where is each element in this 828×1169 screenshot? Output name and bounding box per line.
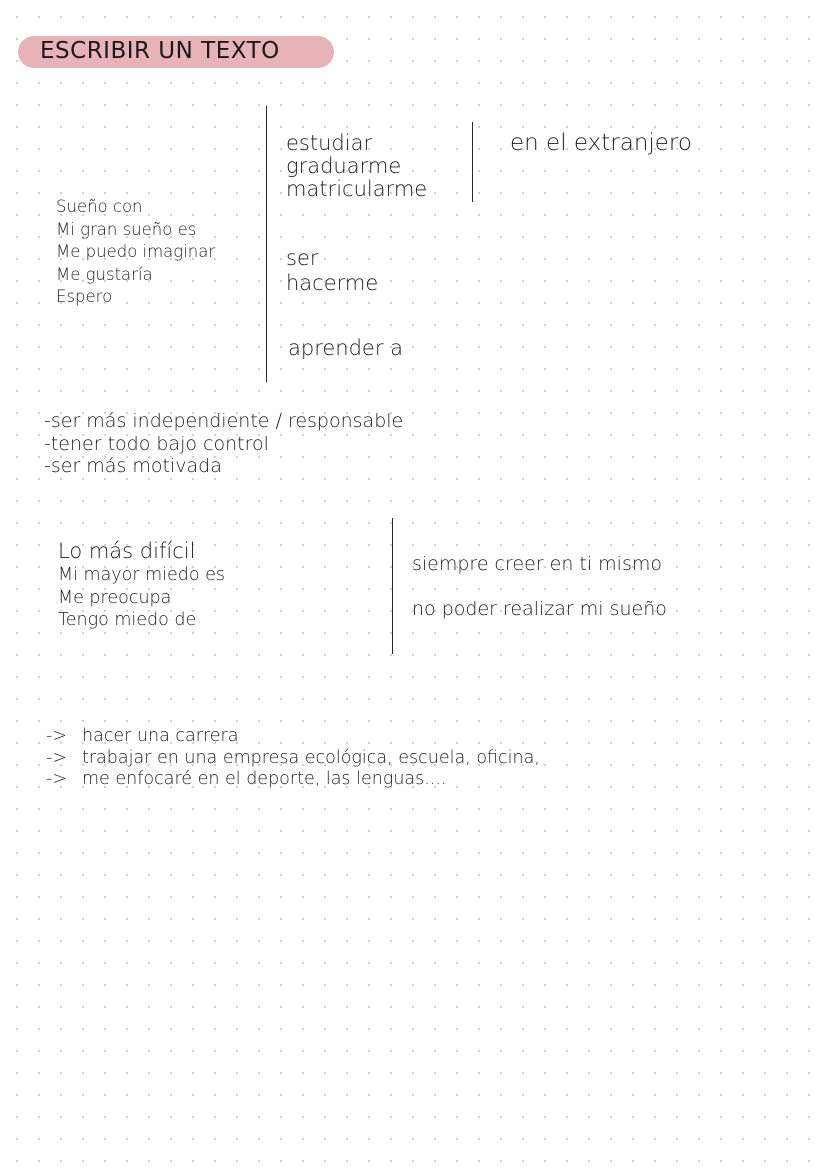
verb: aprender a: [288, 336, 404, 360]
page-title: ESCRIBIR UN TEXTO: [40, 38, 280, 64]
arrow-icon: ->: [46, 726, 67, 746]
verbs-study: [286, 132, 427, 201]
verb: hacerme: [286, 271, 379, 295]
goals-list: [44, 410, 403, 478]
verbs-learn: [288, 336, 403, 361]
arrow-icon: ->: [46, 747, 67, 768]
fear-phrase: Tengo miedo de: [58, 610, 197, 630]
complement: siempre creer en ti mismo: [412, 553, 662, 575]
fear-complements: [412, 542, 667, 632]
fear-phrases: [58, 538, 225, 632]
verbs-become: [286, 246, 378, 296]
dream-phrase: Sueño con: [56, 197, 143, 216]
list-item-text: me enfocaré en el deporte, las lenguas....: [82, 769, 447, 789]
list-item-text: hacer una carrera: [82, 726, 239, 746]
divider-line: [472, 122, 473, 202]
verb: matricularme: [286, 177, 428, 201]
complement: en el extranjero: [510, 130, 692, 156]
fear-phrase: Lo más difícil: [58, 539, 196, 563]
fear-phrase: Me preocupa: [58, 587, 172, 608]
dream-phrase: Me puedo imaginar: [56, 242, 216, 261]
list-item: -ser más independiente / responsable: [44, 410, 404, 432]
list-item-text: trabajar en una empresa ecológica, escuela, oficina,: [82, 747, 540, 768]
divider-line: [392, 518, 393, 654]
dream-phrase: Me gustaría: [56, 264, 153, 284]
verb: graduarme: [286, 154, 402, 178]
verb: ser: [286, 246, 319, 270]
list-item: [46, 748, 540, 770]
dream-phrases: [56, 196, 215, 309]
list-item: [46, 726, 540, 748]
list-item: -tener todo bajo control: [44, 432, 269, 455]
dream-phrase: Espero: [56, 287, 113, 306]
study-complement: [510, 130, 692, 156]
plans-list: [46, 726, 540, 791]
fear-phrase: Mi mayor miedo es: [58, 565, 226, 585]
verb: estudiar: [286, 131, 373, 155]
complement: no poder realizar mi sueño: [412, 598, 667, 620]
divider-line: [266, 106, 267, 382]
arrow-icon: ->: [46, 769, 67, 789]
dream-phrase: Mi gran sueño es: [56, 219, 197, 239]
list-item: -ser más motivada: [44, 455, 222, 477]
list-item: [46, 769, 540, 791]
